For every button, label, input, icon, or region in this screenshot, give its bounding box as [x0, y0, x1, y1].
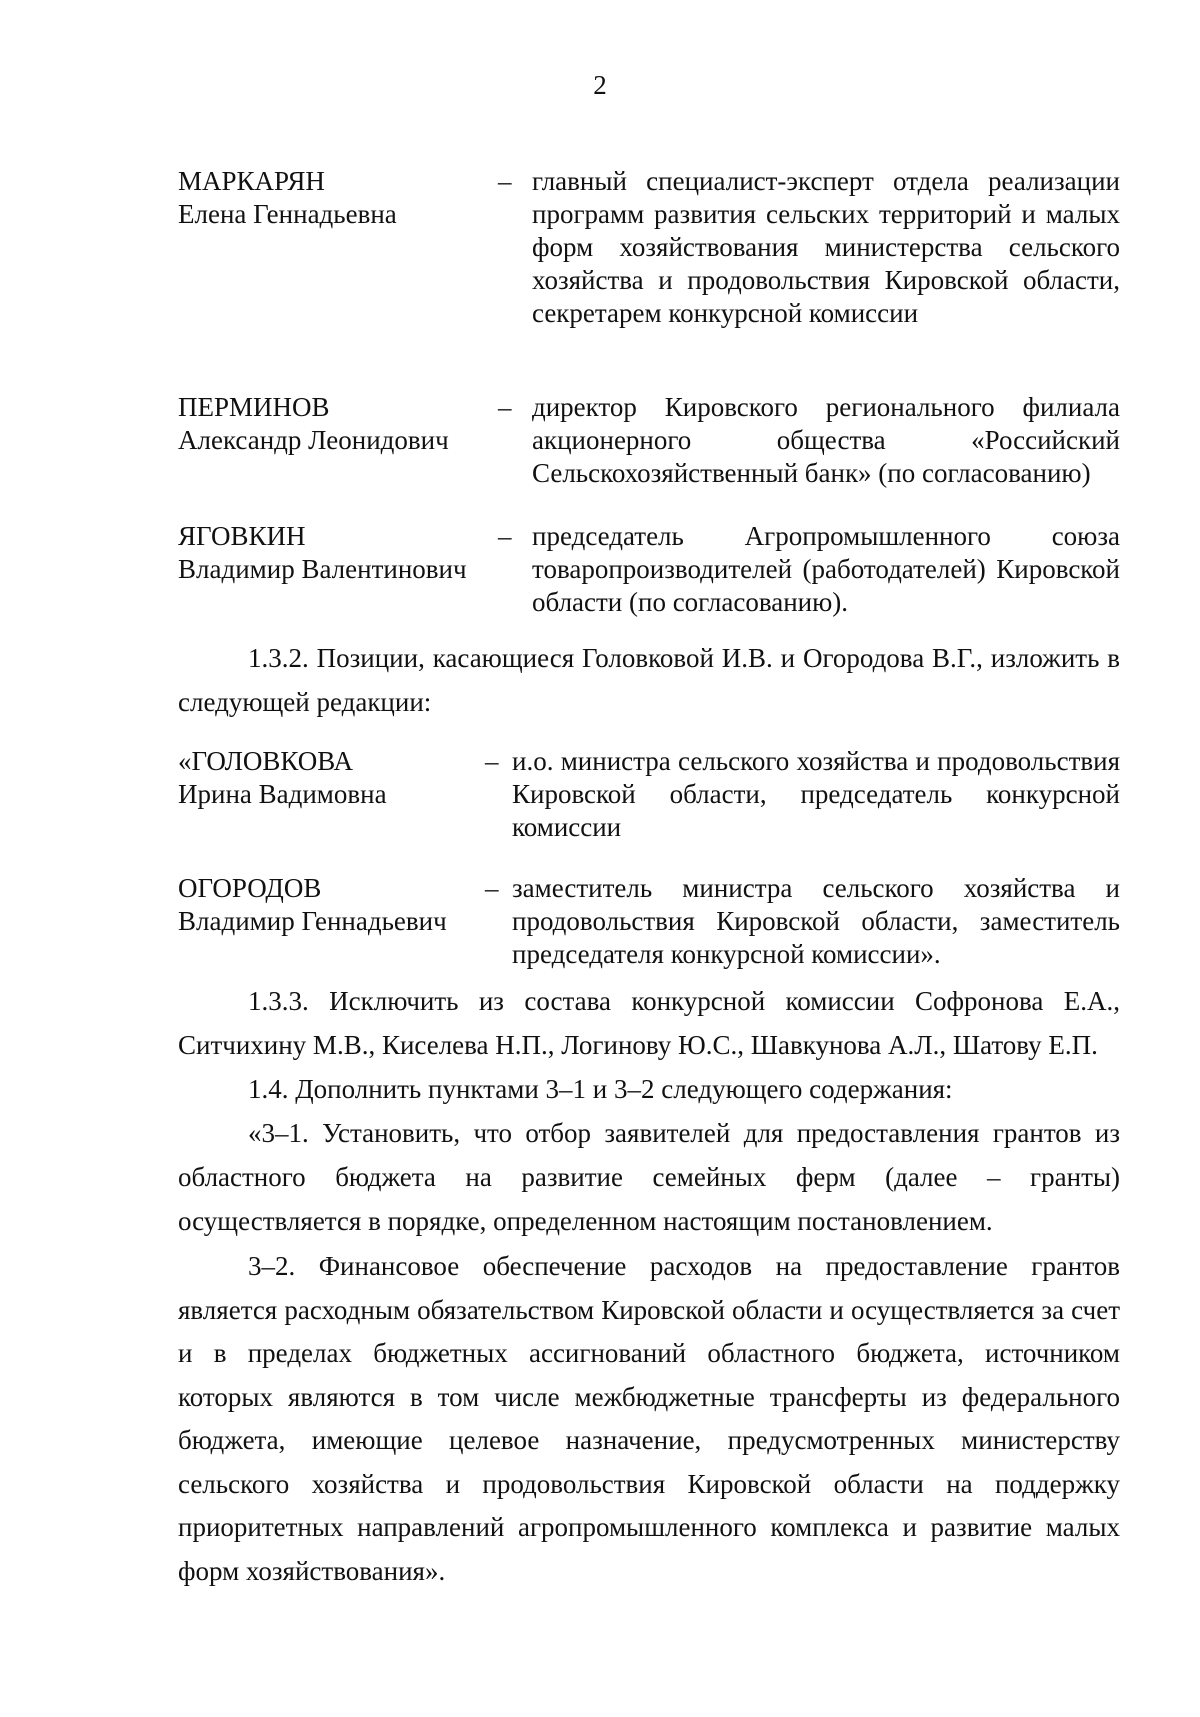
- member-surname: МАРКАРЯН: [178, 166, 325, 196]
- member-name: [178, 872, 488, 938]
- member-surname: ПЕРМИНОВ: [178, 392, 330, 422]
- member-surname: «ГОЛОВКОВА: [178, 746, 354, 776]
- member-given-names: Владимир Геннадьевич: [178, 906, 447, 936]
- member-description: главный специалист-эксперт отдела реализации программ развития сельских территорий и малых форм хозяйствования министерства сельского хозяйства и продовольствия Кировской области, секретарем конкурсной комиссии: [532, 166, 1120, 328]
- member-dash: –: [498, 392, 512, 422]
- paragraph-3-2: 3–2. Финансовое обеспечение расходов на предоставление грантов является расходным обязательством Кировской области и осуществляется за счет и в пределах бюджетных ассигнований областного бюджета, источником которых являются в том числе межбюджетные трансферты из федерального бюджета, имеющие целевое назначение, предусмотренных министерству сельского хозяйства и продовольствия Кировской области на поддержку приоритетных направлений агропромышленного комплекса и развитие малых форм хозяйствования».: [178, 1251, 1120, 1586]
- member-dash: –: [498, 521, 512, 551]
- paragraph-1-3-3: 1.3.3. Исключить из состава конкурсной комиссии Софронова Е.А., Ситчихину М.В., Киселева Н.П., Логинову Ю.С., Шавкунова А.Л., Шатову Е.П.: [178, 986, 1120, 1060]
- member-description: заместитель министра сельского хозяйства и продовольствия Кировской области, заместитель председателя конкурсной комиссии».: [512, 873, 1120, 969]
- member-surname: ОГОРОДОВ: [178, 873, 322, 903]
- member-dash: –: [485, 746, 499, 776]
- member-surname: ЯГОВКИН: [178, 521, 306, 551]
- member-description: директор Кировского регионального филиала акционерного общества «Российский Сельскохозяйственный банк» (по согласованию): [532, 392, 1120, 488]
- member-description: председатель Агропромышленного союза товаропроизводителей (работодателей) Кировской области (по согласованию).: [532, 521, 1120, 617]
- member-description: и.о. министра сельского хозяйства и продовольствия Кировской области, председатель конкурсной комиссии: [512, 746, 1120, 842]
- member-name: [178, 520, 488, 586]
- member-given-names: Александр Леонидович: [178, 425, 449, 455]
- member-name: [178, 165, 488, 231]
- member-dash: –: [485, 873, 499, 903]
- page-number: 2: [593, 70, 607, 100]
- paragraph-1-3-2: 1.3.2. Позиции, касающиеся Головковой И.В. и Огородова В.Г., изложить в следующей редакции:: [178, 643, 1120, 717]
- member-name: [178, 745, 488, 811]
- paragraph-3-1: «3–1. Установить, что отбор заявителей для предоставления грантов из областного бюджета на развитие семейных ферм (далее – гранты) осуществляется в порядке, определенном настоящим постановлением.: [178, 1118, 1120, 1236]
- paragraph-1-4: 1.4. Дополнить пунктами 3–1 и 3–2 следующего содержания:: [248, 1074, 953, 1104]
- member-given-names: Елена Геннадьевна: [178, 199, 397, 229]
- member-given-names: Владимир Валентинович: [178, 554, 467, 584]
- member-name: [178, 391, 488, 457]
- member-dash: –: [498, 166, 512, 196]
- member-given-names: Ирина Вадимовна: [178, 779, 387, 809]
